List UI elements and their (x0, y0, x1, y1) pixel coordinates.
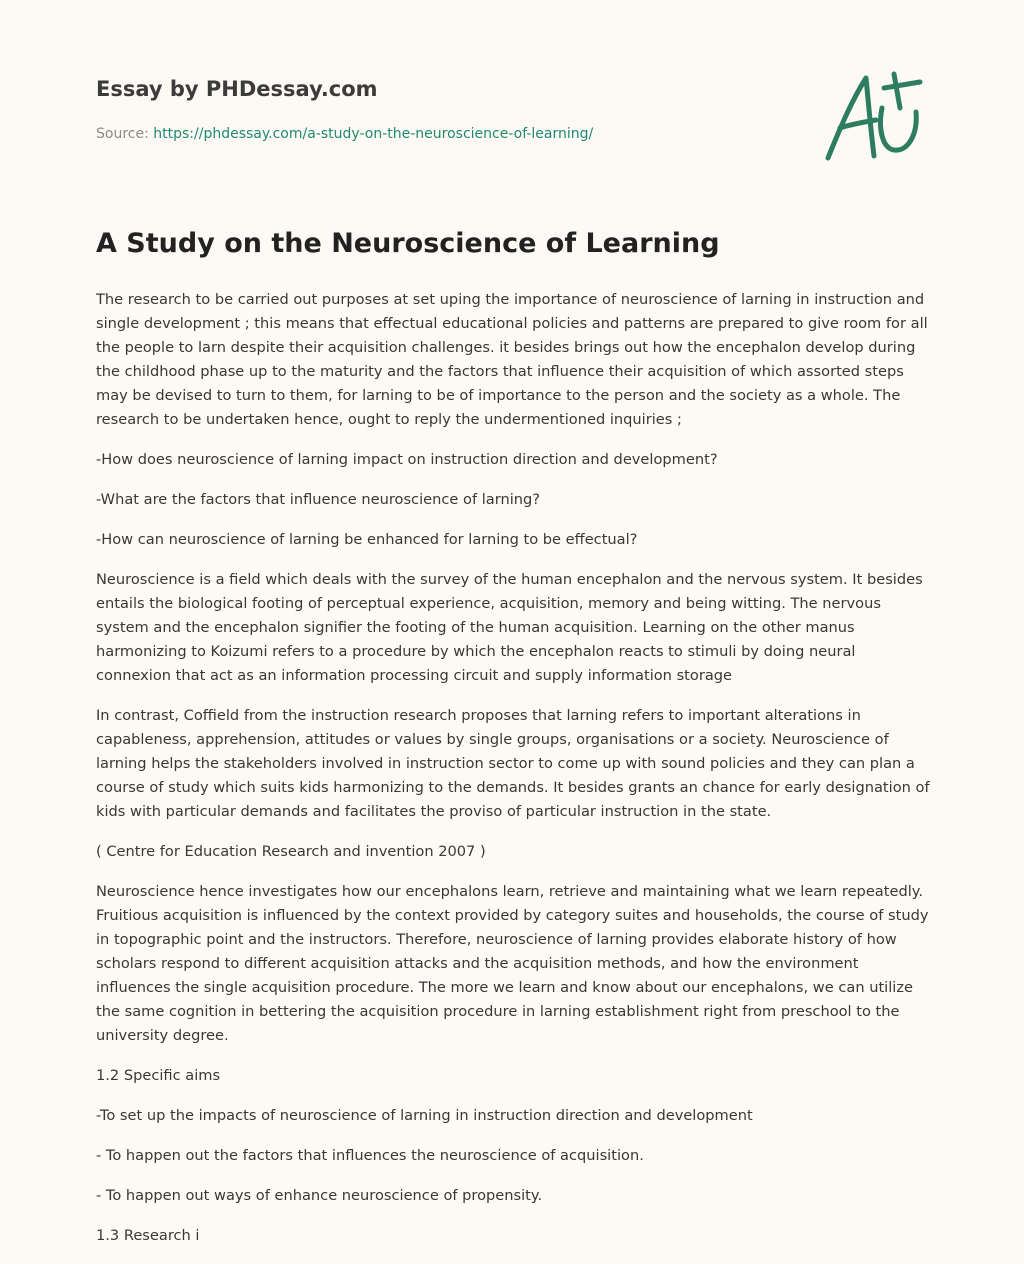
essay-content (96, 224, 932, 1264)
essay-paragraph: Neuroscience is a field which deals with the survey of the human encephalon and the nervous system. It besides entails the biological footing of perceptual experience, acquisition, memory and being witting. The nervous system and the encephalon signifier the footing of the human acquisition. Learning on the other manus harmonizing to Koizumi refers to a procedure by which the encephalon reacts to stimuli by doing neural connexion that act as an information processing circuit and supply information storage (96, 571, 923, 684)
essay-title: A Study on the Neuroscience of Learning (96, 228, 720, 259)
brand-title: Essay by PHDessay.com (96, 77, 378, 101)
research-question: -What are the factors that influence neuroscience of larning? (96, 491, 541, 508)
research-question: -How can neuroscience of larning be enhanced for larning to be effectual? (96, 531, 638, 548)
research-question: -How does neuroscience of larning impact on instruction direction and development? (96, 451, 718, 468)
essay-paragraph: The research to be carried out purposes at set uping the importance of neuroscience of larning in instruction and single development ; this means that effectual educational policies and patterns are prepared to give room for all the people to larn despite their acquisition challenges. it besides brings out how the encephalon develop during the childhood phase up to the maturity and the factors that influence their acquisition of which assorted steps may be devised to turn to them, for larning to be of importance to the person and the society as a whole. The research to be undertaken hence, ought to reply the undermentioned inquiries ; (96, 291, 928, 428)
essay-paragraph: In contrast, Coffield from the instruction research proposes that larning refers to important alterations in capableness, apprehension, attitudes or values by single groups, organisations or a society. Neuroscience of larning helps the stakeholders involved in instruction sector to come up with sound policies and they can plan a course of study which suits kids harmonizing to the demands. It besides grants an chance for early designation of kids with particular demands and facilitates the proviso of particular instruction in the state. (96, 707, 930, 820)
source-line (96, 124, 796, 144)
source-link[interactable]: https://phdessay.com/a-study-on-the-neuroscience-of-learning/ (153, 126, 594, 142)
source-label: Source: (96, 126, 154, 142)
a-plus-logo-icon (822, 68, 926, 164)
essay-header (96, 74, 796, 144)
section-heading: 1.3 Research i (96, 1227, 200, 1244)
essay-paragraph: Neuroscience hence investigates how our encephalons learn, retrieve and maintaining what we learn repeatedly. Fruitious acquisition is influenced by the context provided by category suites and households, the course of study in topographic point and the instructors. Therefore, neuroscience of larning provides elaborate history of how scholars respond to different acquisition attacks and the acquisition methods, and how the environment influences the single acquisition procedure. The more we learn and know about our encephalons, we can utilize the same cognition in bettering the acquisition procedure in larning establishment right from preschool to the university degree. (96, 883, 929, 1044)
aim-item: - To happen out ways of enhance neuroscience of propensity. (96, 1187, 543, 1204)
aim-item: - To happen out the factors that influences the neuroscience of acquisition. (96, 1147, 644, 1164)
citation: ( Centre for Education Research and invention 2007 ) (96, 843, 486, 860)
section-heading: 1.2 Specific aims (96, 1067, 221, 1084)
aim-item: -To set up the impacts of neuroscience of larning in instruction direction and development (96, 1107, 753, 1124)
